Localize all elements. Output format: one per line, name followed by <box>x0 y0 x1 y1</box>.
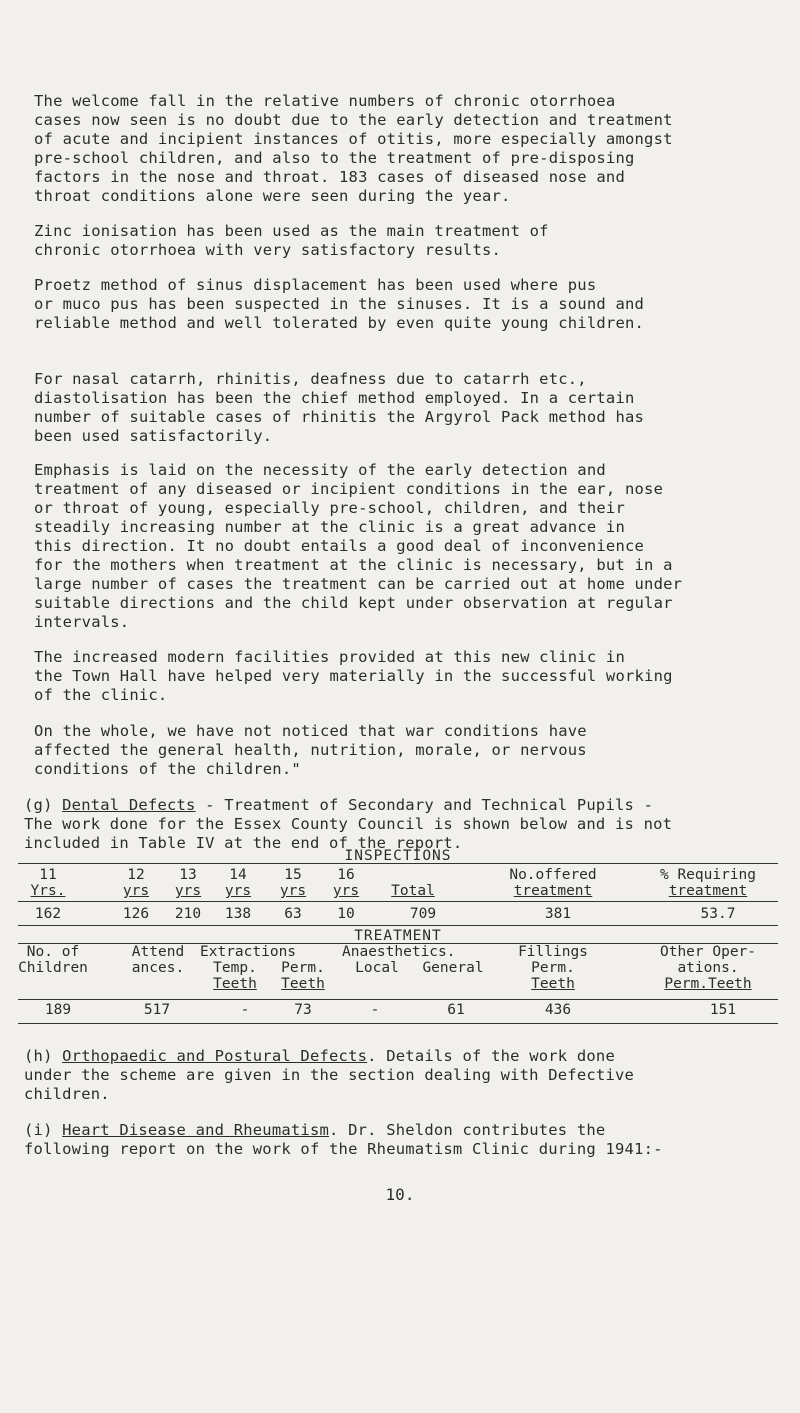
table-rule <box>18 863 778 864</box>
paragraph-zinc-ionisation: Zinc ionisation has been used as the main treatment of chronic otorrhoea with very satisfactory results. <box>34 222 549 259</box>
header-percent-requiring: % Requiring treatment <box>659 867 757 899</box>
value-children: 189 <box>44 1002 72 1018</box>
value-offered-treatment: 381 <box>544 906 572 922</box>
table-rule <box>18 901 778 902</box>
inspections-title: INSPECTIONS <box>344 848 452 864</box>
value-extractions-perm: 73 <box>294 1002 312 1018</box>
value-age-13: 210 <box>174 906 202 922</box>
paragraph-otorrhoea: The welcome fall in the relative numbers of chronic otorrhoea cases now seen is no doubt due to the early detection and treatment of acute and incipient instances of otitis, more especially amongst pre-school children, and also to the treatment of pre-disposing factors in the nose and throat. 183 cases of diseased nose and throat conditions alone were seen during the year. <box>34 92 673 205</box>
header-extractions-perm: Perm. Teeth <box>281 960 325 992</box>
paragraph-war-conditions: On the whole, we have not noticed that war conditions have affected the general health, nutrition, morale, or nervous conditions of the children." <box>34 722 587 778</box>
value-other-operations: 151 <box>709 1002 737 1018</box>
table-rule <box>18 999 778 1000</box>
value-fillings: 436 <box>544 1002 572 1018</box>
section-prefix: (g) <box>24 796 63 814</box>
header-age-13: 13 yrs <box>174 867 202 899</box>
table-rule <box>18 925 778 926</box>
value-percent-requiring: 53.7 <box>700 906 736 922</box>
section-text: . Dr. Sheldon contributes the following report on the work of the Rheumatism Clinic during 1941:- <box>24 1121 663 1158</box>
value-attendances: 517 <box>143 1002 171 1018</box>
header-children: No. of Children <box>18 944 88 976</box>
table-rule <box>18 1023 778 1024</box>
header-fillings: Fillings Perm. Teeth <box>518 944 588 992</box>
value-extractions-temp: - <box>240 1002 250 1018</box>
value-age-16: 10 <box>337 906 355 922</box>
header-anaesthetics-local: Anaesthetics. Local <box>342 944 456 976</box>
section-prefix: (h) <box>24 1047 63 1065</box>
section-heading: Heart Disease and Rheumatism <box>62 1121 330 1139</box>
section-dental-defects <box>24 796 764 853</box>
section-text: . Details of the work done under the scheme are given in the section dealing with Defective children. <box>24 1047 635 1103</box>
section-text: - Treatment of Secondary and Technical Pupils - The work done for the Essex County Council is shown below and is not included in Table IV at the end of the report. <box>24 796 673 852</box>
treatment-title: TREATMENT <box>354 928 442 944</box>
section-orthopaedic <box>24 1047 764 1104</box>
paragraph-modern-facilities: The increased modern facilities provided at this new clinic in the Town Hall have helped very materially in the successful working of the clinic. <box>34 648 673 704</box>
value-anaesthetics-local: - <box>370 1002 380 1018</box>
paragraph-proetz-method: Proetz method of sinus displacement has been used where pus or muco pus has been suspected in the sinuses. It is a sound and reliable method and well tolerated by even quite young children. <box>34 276 645 332</box>
section-heart-disease <box>24 1121 764 1159</box>
header-offered-treatment: No.offered treatment <box>509 867 597 899</box>
value-total: 709 <box>409 906 437 922</box>
paragraph-emphasis: Emphasis is laid on the necessity of the early detection and treatment of any diseased or incipient conditions in the ear, nose or throat of young, especially pre-school, children, and their steadily increasing number at the clinic is a great advance in this direction. It no doubt entails a good deal of inconvenience for the mothers when treatment at the clinic is necessary, but in a large number of cases the treatment can be carried out at home under suitable directions and the child kept under observation at regular intervals. <box>34 461 683 631</box>
header-age-11: 11 Yrs. <box>30 867 66 899</box>
header-age-12: 12 yrs <box>122 867 150 899</box>
header-extractions-temp: Extractions Temp. Teeth <box>200 944 297 992</box>
header-total: Total <box>391 883 435 899</box>
section-heading: Orthopaedic and Postural Defects <box>62 1047 368 1065</box>
header-attendances: Attend ances. <box>131 944 185 976</box>
value-age-12: 126 <box>122 906 150 922</box>
value-age-11: 162 <box>34 906 62 922</box>
header-age-16: 16 yrs <box>332 867 360 899</box>
section-prefix: (i) <box>24 1121 63 1139</box>
page-number: 10. <box>385 1185 415 1204</box>
value-anaesthetics-general: 61 <box>447 1002 465 1018</box>
header-age-14: 14 yrs <box>224 867 252 899</box>
value-age-14: 138 <box>224 906 252 922</box>
paragraph-nasal-catarrh: For nasal catarrh, rhinitis, deafness due to catarrh etc., diastolisation has been the chief method employed. In a certain number of suitable cases of rhinitis the Argyrol Pack method has been used satisfactorily. <box>34 370 645 445</box>
header-age-15: 15 yrs <box>279 867 307 899</box>
header-anaesthetics-general: General <box>422 960 484 976</box>
value-age-15: 63 <box>284 906 302 922</box>
treatment-table <box>18 944 778 1064</box>
section-heading: Dental Defects <box>62 796 196 814</box>
header-other-operations: Other Oper- ations. Perm.Teeth <box>659 944 757 992</box>
